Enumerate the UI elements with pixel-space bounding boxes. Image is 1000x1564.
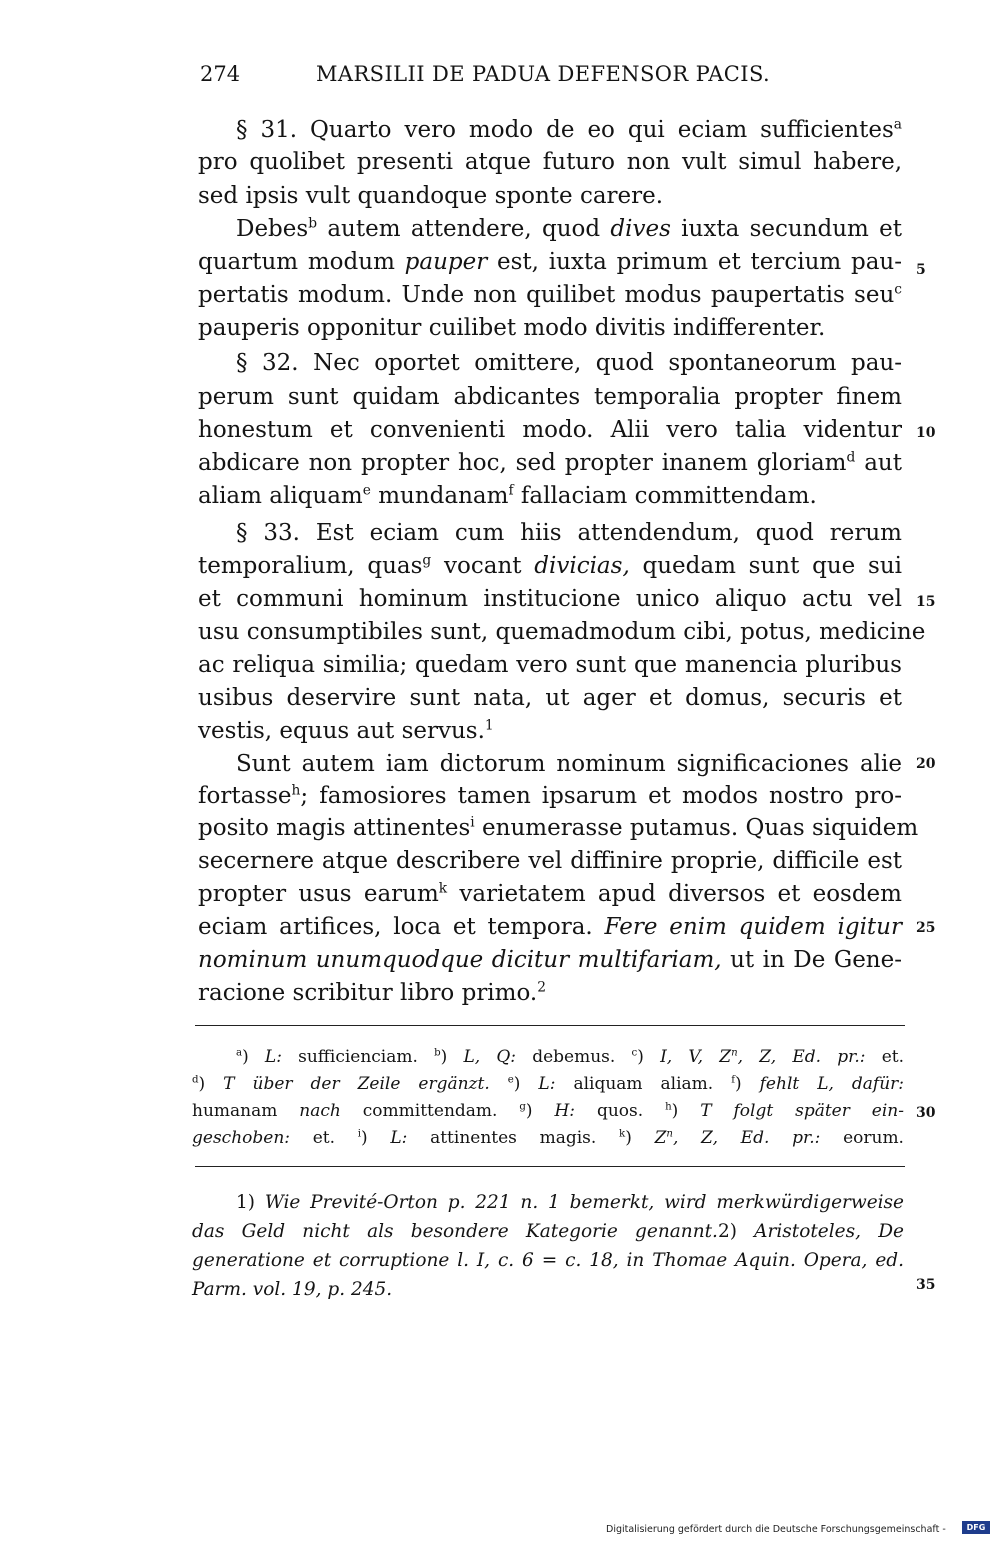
page-number: 274 [200, 62, 241, 86]
notes-divider [195, 1166, 905, 1167]
text-line: pauperis opponitur cuilibet modo divitis indifferenter. [198, 315, 826, 341]
text-line: § 33. Est eciam cum hiis attendendum, quod rerum [236, 520, 902, 546]
line-number: 20 [916, 756, 936, 772]
dfg-logo: DFG [962, 1521, 990, 1534]
text-line: sed ipsis vult quandoque sponte carere. [198, 183, 664, 209]
apparatus-line: $^d$) T über der Zeile ergänzt. $^e$) L: aliquam aliam. $^f$) fehlt L, dafür: [192, 1074, 905, 1094]
text-line: § 32. Nec oportet omittere, quod spontaneorum pau- [236, 350, 902, 376]
text-line: temporalium, quas$^g$ vocant divicias, quedam sunt que sui [198, 552, 902, 579]
text-line: aliam aliquam$^e$ mundanam$^f$ fallaciam committendam. [198, 482, 817, 509]
text-line: propter usus earum$^k$ varietatem apud diversos et eosdem [198, 880, 902, 907]
apparatus-line: humanam nach committendam. $^g$) H: quos. $^h$) T folgt später ein- [192, 1101, 904, 1121]
text-line: vestis, equus aut servus.$^1$ [198, 717, 494, 744]
text-line: Sunt autem iam dictorum nominum significaciones alie [236, 751, 902, 777]
text-line: perum sunt quidam abdicantes temporalia propter finem [198, 384, 902, 410]
apparatus-line: $^a$) L: sufficienciam. $^b$) L, Q: debemus. $^c$) I, V, $Z^n$, Z, Ed. pr.: et. [236, 1047, 905, 1067]
text-line: posito magis attinentes$^i$ enumerasse putamus. Quas siquidem [198, 814, 919, 841]
note-line: das Geld nicht als besondere Kategorie genannt.2) Aristoteles, De [192, 1221, 904, 1242]
text-line: Debes$^b$ autem attendere, quod dives iuxta secundum et [236, 215, 902, 242]
note-line: Parm. vol. 19, p. 245. [192, 1279, 393, 1300]
line-number: 15 [916, 594, 936, 610]
digitization-credit: Digitalisierung gefördert durch die Deutsche Forschungsgemeinschaft - [606, 1524, 946, 1535]
text-line: pertatis modum. Unde non quilibet modus paupertatis seu$^c$ [198, 281, 902, 308]
running-title: MARSILII DE PADUA DEFENSOR PACIS. [316, 62, 771, 86]
text-line: abdicare non propter hoc, sed propter inanem gloriam$^d$ aut [198, 449, 902, 476]
text-line: pro quolibet presenti atque futuro non vult simul habere, [198, 149, 902, 175]
apparatus-line: geschoben: et. $^i$) L: attinentes magis. $^k$) $Z^n$, Z, Ed. pr.: eorum. [192, 1128, 904, 1148]
text-line: nominum unumquodque dicitur multifariam, ut in De Gene- [198, 947, 902, 973]
text-line: secernere atque describere vel diffinire proprie, difficile est [198, 848, 902, 874]
text-line: eciam artifices, loca et tempora. Fere enim quidem igitur [198, 914, 902, 940]
text-line: honestum et convenienti modo. Alii vero talia videntur [198, 417, 902, 443]
line-number: 35 [916, 1277, 936, 1293]
text-line: fortasse$^h$; famosiores tamen ipsarum et modos nostro pro- [198, 782, 902, 809]
note-line: 1) Wie Previté-Orton p. 221 n. 1 bemerkt, wird merkwürdigerweise [236, 1192, 904, 1213]
text-line: ac reliqua similia; quedam vero sunt que manencia pluribus [198, 652, 902, 678]
note-line: generatione et corruptione l. I, c. 6 = c. 18, in Thomae Aquin. Opera, ed. [192, 1250, 904, 1271]
line-number: 5 [916, 262, 926, 278]
text-line: § 31. Quarto vero modo de eo qui eciam sufficientes$^a$ [236, 116, 902, 143]
line-number: 25 [916, 920, 936, 936]
line-number: 10 [916, 425, 936, 441]
text-line: quartum modum pauper est, iuxta primum et tercium pau- [198, 249, 902, 275]
apparatus-divider [195, 1025, 905, 1026]
text-line: usu consumptibiles sunt, quemadmodum cibi, potus, medicine [198, 619, 926, 645]
text-line: usibus deservire sunt nata, ut ager et domus, securis et [198, 685, 902, 711]
text-line: et communi hominum institucione unico aliquo actu vel [198, 586, 902, 612]
line-number: 30 [916, 1105, 936, 1121]
text-line: racione scribitur libro primo.$^2$ [198, 979, 547, 1006]
